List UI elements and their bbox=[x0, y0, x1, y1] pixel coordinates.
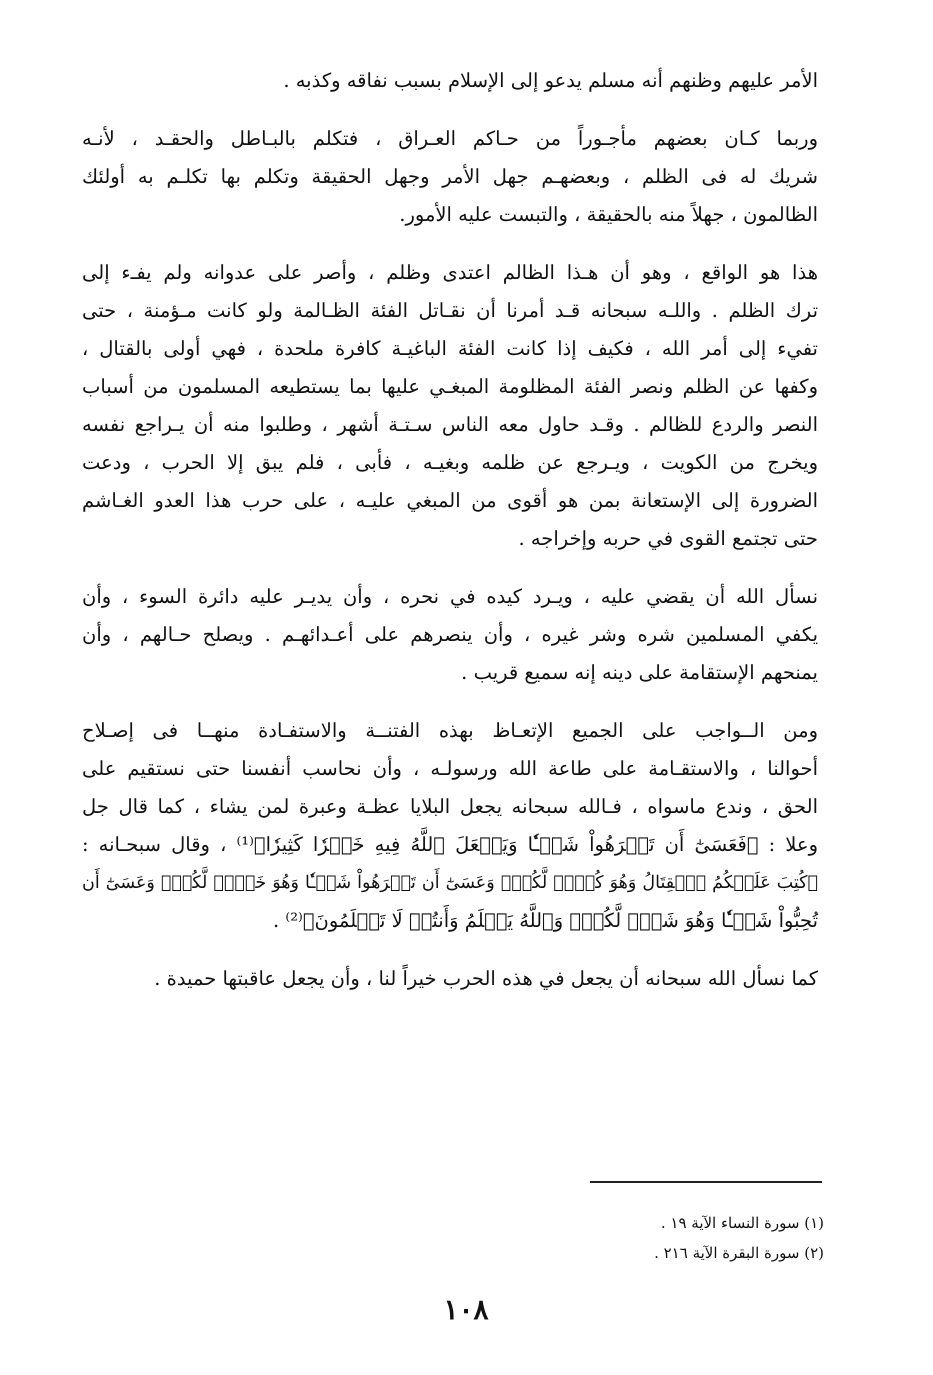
text-line: ويخرج من الكويت ، ويـرجع عن ظلمه وبغيـه ، فأبى ، فلم يبق إلا الحرب ، ودعت bbox=[82, 451, 818, 474]
paragraph-2 bbox=[82, 120, 818, 234]
paragraph-6 bbox=[82, 960, 818, 998]
footnote-1: (١) سورة النساء الآية ١٩ . bbox=[660, 1214, 824, 1232]
text-line: النصر والردع للظالم . وقـد حاول معه الناس سـتـة أشهر ، وطلبوا منه أن يـراجع نفسه bbox=[82, 413, 818, 436]
quran-verse-line: ﴿كُتِبَ عَلَيۡكُمُ ٱلۡقِتَالُ وَهُوَ كُرۡهٞ لَّكُمۡۖ وَعَسَىٰٓ أَن تَكۡرَهُواْ شَيۡـٔٗا وَهُوَ خَيۡرٞ لَّكُمۡۖ وَعَسَىٰٓ أَن bbox=[82, 873, 818, 893]
text-line: أحوالنا ، والاستقـامة على طاعة الله ورسولـه ، وأن نحاسب أنفسنا حتى نستقيم على bbox=[82, 757, 818, 780]
footnote-divider bbox=[590, 1181, 822, 1183]
text-line: الحق ، وندع ماسواه ، فـالله سبحانه يجعل البلايا عظـة وعبرة لمن يشاء ، كما قال جل bbox=[82, 795, 818, 818]
paragraph-5 bbox=[82, 712, 818, 940]
text-line: الظالمون ، جهلاً منه بالحقيقة ، والتبست عليه الأمور. bbox=[399, 203, 818, 226]
text-line: ومن الــواجب على الجميع الإتعـاظ بهذه الفتنــة والاستفـادة منهــا فى إصـلاح bbox=[82, 719, 818, 742]
text-line: ترك الظلم . واللـه سبحانه قـد أمرنا أن نقـاتل الفئة الظـالمة ولو كانت مـؤمنة ، حتى bbox=[82, 299, 818, 322]
quran-verse-line: وعلا : ﴿فَعَسَىٰٓ أَن تَكۡرَهُواْ شَيۡـٔٗا وَيَجۡعَلَ ٱللَّهُ فِيهِ خَيۡرٗا كَثِيرٗا﴾⁽¹⁾ ، وقال سبحـانه : bbox=[82, 833, 818, 856]
text-line: يكفي المسلمين شره وشر غيره ، وأن ينصرهم على أعـدائهـم . ويصلح حـالهم ، وأن bbox=[82, 623, 818, 646]
footnotes bbox=[500, 1208, 824, 1268]
quran-verse-line: تُحِبُّواْ شَيۡـٔٗا وَهُوَ شَرّٞ لَّكُمۡۚ وَٱللَّهُ يَعۡلَمُ وَأَنتُمۡ لَا تَعۡلَمُونَ﴾⁽²⁾ . bbox=[273, 909, 818, 932]
text-line: يمنحهم الإستقامة على دينه إنه سميع قريب . bbox=[461, 661, 818, 684]
footnote-2: (٢) سورة البقرة الآية ٢١٦ . bbox=[654, 1244, 824, 1262]
text-line: وكفها عن الظلم ونصر الفئة المظلومة المبغـي عليها بما يستطيعه المسلمون من أسباب bbox=[82, 375, 818, 398]
paragraph-3 bbox=[82, 254, 818, 558]
text-line: الأمر عليهم وظنهم أنه مسلم يدعو إلى الإسلام بسبب نفاقه وكذبه . bbox=[283, 69, 818, 92]
text-line: هذا هو الواقع ، وهو أن هـذا الظالم اعتدى وظلم ، وأصر على عدوانه ولم يفـء إلى bbox=[82, 261, 818, 284]
page-body bbox=[82, 62, 818, 1018]
text-line: وربما كـان بعضهم مأجـوراً من حـاكم العـراق ، فتكلم بالبـاطل والحقـد ، لأنـه bbox=[82, 127, 818, 150]
page-number: ١٠٨ bbox=[443, 1293, 489, 1326]
text-line: كما نسأل الله سبحانه أن يجعل في هذه الحرب خيراً لنا ، وأن يجعل عاقبتها حميدة . bbox=[154, 967, 818, 990]
paragraph-4 bbox=[82, 578, 818, 692]
text-line: تفيء إلى أمر الله ، فكيف إذا كانت الفئة الباغيـة كافرة ملحدة ، فهي أولى بالقتال ، bbox=[82, 337, 818, 360]
paragraph-1 bbox=[82, 62, 818, 100]
text-line: الضرورة إلى الإستعانة بمن هو أقوى من المبغي عليـه ، على حرب هذا العدو الغـاشم bbox=[82, 489, 818, 512]
text-line: شريك له فى الظلم ، وبعضهـم جهل الأمر وجهل الحقيقة وتكلم بها تكلـم به أولئك bbox=[82, 165, 818, 188]
text-line: نسأل الله أن يقضي عليه ، ويـرد كيده في نحره ، وأن يديـر عليه دائرة السوء ، وأن bbox=[82, 585, 818, 608]
text-line: حتى تجتمع القوى في حربه وإخراجه . bbox=[518, 527, 818, 550]
